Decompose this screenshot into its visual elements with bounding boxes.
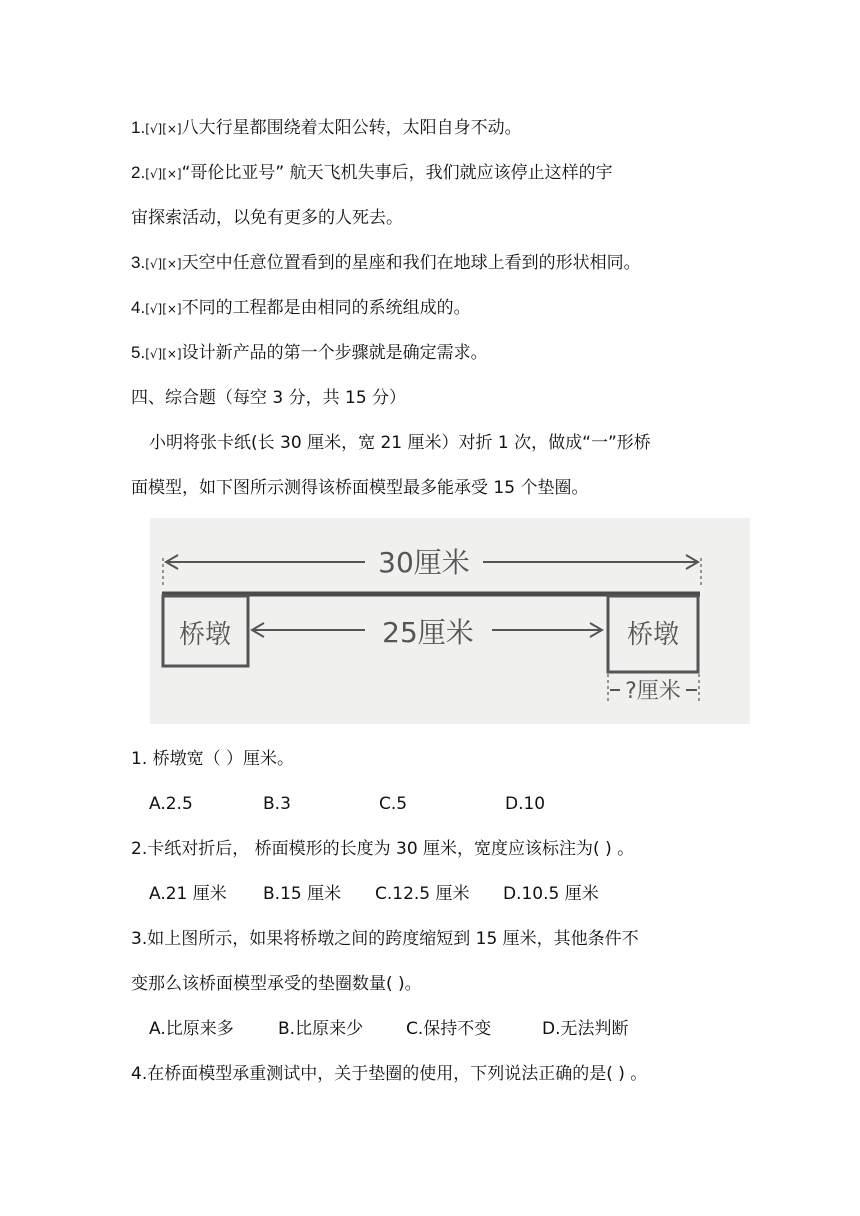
option-c: C.12.5 厘米	[375, 884, 470, 904]
option-c: C.保持不变	[406, 1019, 492, 1039]
option-a: A.2.5	[149, 794, 193, 814]
pier-width-label: ?厘米	[625, 679, 681, 704]
left-pier-label: 桥墩	[178, 620, 232, 650]
total-length-label: 30厘米	[378, 546, 470, 579]
section-title: 四、综合题（每空 3 分，共 15 分）	[131, 388, 407, 408]
option-a: A.21 厘米	[149, 884, 227, 904]
judgment-item-2: 2.[√][×]“哥伦比亚号” 航天飞机失事后，我们就应该停止这样的宇	[131, 163, 613, 183]
option-b: B.15 厘米	[263, 884, 342, 904]
option-a: A.比原来多	[149, 1019, 234, 1039]
question-1-options	[149, 792, 545, 816]
true-false-marks: [√][×]	[145, 347, 182, 361]
question-2-options	[149, 882, 599, 906]
question-3-options	[149, 1017, 629, 1041]
true-false-marks: [√][×]	[145, 302, 182, 316]
option-c: C.5	[379, 794, 408, 814]
question-2: 2.卡纸对折后， 桥面模形的长度为 30 厘米，宽度应该标注为( ) 。	[131, 839, 635, 859]
option-d: D.10	[505, 794, 546, 814]
true-false-marks: [√][×]	[145, 167, 182, 181]
option-d: D.无法判断	[542, 1019, 629, 1039]
judgment-item-3: 3.[√][×]天空中任意位置看到的星座和我们在地球上看到的形状相同。	[131, 253, 641, 273]
question-3-continued: 变那么该桥面模型承受的垫圈数量( )。	[131, 974, 422, 994]
question-1: 1. 桥墩宽（ ）厘米。	[131, 749, 295, 769]
judgment-item-2-continued: 宙探索活动，以免有更多的人死去。	[131, 208, 403, 228]
bridge-diagram	[150, 518, 750, 724]
judgment-item-4: 4.[√][×]不同的工程都是由相同的系统组成的。	[131, 298, 471, 318]
judgment-item-1: 1.[√][×]八大行星都围绕着太阳公转，太阳自身不动。	[131, 118, 522, 138]
span-length-label: 25厘米	[382, 616, 474, 649]
bridge-model-figure	[150, 518, 750, 724]
judgment-item-5: 5.[√][×]设计新产品的第一个步骤就是确定需求。	[131, 343, 488, 363]
option-d: D.10.5 厘米	[503, 884, 599, 904]
question-4: 4.在桥面模型承重测试中，关于垫圈的使用，下列说法正确的是( ) 。	[131, 1064, 648, 1084]
right-pier-label: 桥墩	[626, 620, 680, 650]
question-3: 3.如上图所示，如果将桥墩之间的跨度缩短到 15 厘米，其他条件不	[131, 929, 639, 949]
intro-paragraph: 小明将张卡纸(长 30 厘米，宽 21 厘米）对折 1 次，做成“一”形桥	[149, 433, 651, 453]
option-b: B.比原来少	[278, 1019, 364, 1039]
intro-paragraph-continued: 面模型，如下图所示测得该桥面模型最多能承受 15 个垫圈。	[131, 478, 589, 498]
true-false-marks: [√][×]	[145, 257, 182, 271]
option-b: B.3	[263, 794, 291, 814]
true-false-marks: [√][×]	[145, 122, 182, 136]
